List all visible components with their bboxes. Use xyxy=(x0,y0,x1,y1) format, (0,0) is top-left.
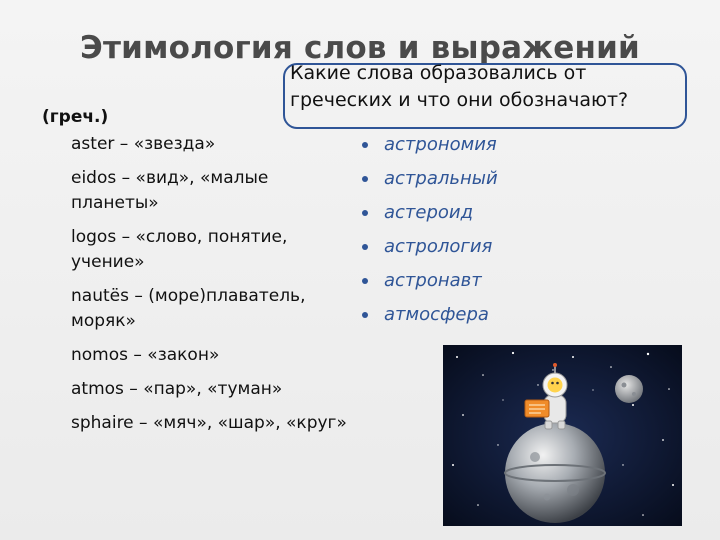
etymology-item: eidos – «вид», «малые планеты» xyxy=(71,168,269,213)
etymology-item: nomos – «закон» xyxy=(71,345,220,365)
etymology-list xyxy=(71,132,351,445)
derived-word: астрология xyxy=(384,236,493,257)
question-text: Какие слова образовались от греческих и что они обозначают? xyxy=(290,62,629,111)
etymology-item: sphaire – «мяч», «шар», «круг» xyxy=(71,413,347,433)
etymology-item: atmos – «пар», «туман» xyxy=(71,379,283,399)
derived-word-item xyxy=(358,230,498,264)
bullet-icon xyxy=(362,278,368,284)
derived-word: астральный xyxy=(384,168,498,189)
derived-word-item xyxy=(358,128,498,162)
etymology-item: logos – «слово, понятие, учение» xyxy=(71,227,288,272)
astronaut-on-planet-illustration xyxy=(443,345,682,526)
derived-word: астероид xyxy=(384,202,474,223)
bullet-icon xyxy=(362,176,368,182)
etymology-item: aster – «звезда» xyxy=(71,134,216,154)
derived-word: атмосфера xyxy=(384,304,489,325)
bullet-icon xyxy=(362,210,368,216)
bullet-icon xyxy=(362,142,368,148)
bullet-icon xyxy=(362,312,368,318)
derived-word-item xyxy=(358,196,498,230)
derived-word: астрономия xyxy=(384,134,497,155)
language-label: (греч.) xyxy=(42,107,109,127)
derived-words-list xyxy=(358,128,498,332)
etymology-item: nautës – (море)плаватель, моряк» xyxy=(71,286,306,331)
derived-word-item xyxy=(358,298,498,332)
derived-word-item xyxy=(358,264,498,298)
bullet-icon xyxy=(362,244,368,250)
derived-word-item xyxy=(358,162,498,196)
derived-word: астронавт xyxy=(384,270,482,291)
slide-title: Этимология слов и выражений xyxy=(80,30,640,66)
